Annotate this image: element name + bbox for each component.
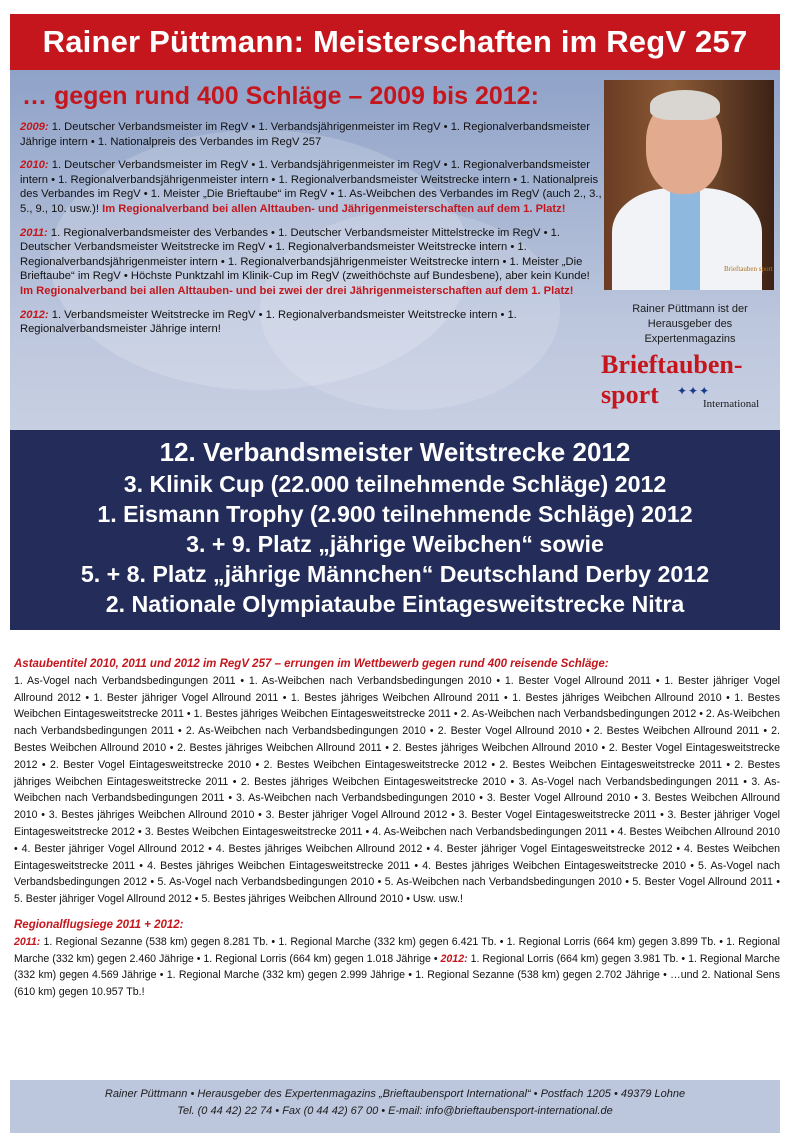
photo-shirt xyxy=(670,190,700,290)
achievements-banner xyxy=(10,430,780,630)
achievement-line: 3. + 9. Platz „jährige Weibchen“ sowie xyxy=(186,531,604,557)
paragraph-2012 xyxy=(20,308,604,337)
portrait-photo xyxy=(604,80,774,290)
year-label: 2011: xyxy=(20,226,48,239)
paragraph-text: 1. Deutscher Verbandsmeister im RegV • 1. Verbandsjährigenmeister im RegV • 1. Regionalverbandsmeister Jährige intern • 1. Nationalpreis des Verbandes im RegV 257 xyxy=(20,121,590,148)
achievement-line: 1. Eismann Trophy (2.900 teilnehmende Schläge) 2012 xyxy=(97,501,693,527)
year-label: 2012: xyxy=(20,308,49,321)
intro-text xyxy=(20,120,604,346)
achievement-line: 3. Klinik Cup (22.000 teilnehmende Schläge) 2012 xyxy=(123,471,667,497)
paragraph-2009 xyxy=(20,120,604,149)
paragraph-2010 xyxy=(20,158,604,216)
magazine-logo xyxy=(595,350,785,420)
logo-line: Brieftauben- xyxy=(601,350,743,379)
paragraph-text: 1. Regional Lorris (664 km) gegen 3.981 Tb. • 1. Regional Marche (332 km) gegen 4.569 Jährige • 1. Regional Marche (332 km) gegen 2.999 Jährige • 1. Regional Sezanne (538 km) gegen 2.702 Jährige • …und 2. National Sens (610 km) gegen 10.957 Tb.! xyxy=(14,952,781,999)
footer-line: Tel. (0 44 42) 22 74 • Fax (0 44 42) 67 00 • E-mail: info@brieftaubensport-international.de xyxy=(177,1105,613,1117)
photo-hair xyxy=(650,90,720,120)
caption-line: Herausgeber des xyxy=(647,318,733,330)
paragraph-text: 1. Regionalverbandsmeister des Verbandes • 1. Deutscher Verbandsmeister Mittelstrecke im RegV • 1. Deutscher Verbandsmeister Weitstrecke im RegV • 1. Regionalverbandsmeister Weitstrecke intern • 1. Regionalverbandsjährigenmeister intern • 1. Regionalverbandsjährigenmeister Weitstrecke intern • 1. Meister „Die Brieftaube“ im RegV • Höchste Punktzahl im Klinik-Cup im RegV (zweithöchste auf Bundesbene), aber kein Kunde! xyxy=(20,226,590,283)
regional-section xyxy=(14,917,780,934)
regional-text xyxy=(14,934,780,1001)
section-title: Regionalflugsiege 2011 + 2012: xyxy=(14,918,184,931)
subtitle: … gegen rund 400 Schläge – 2009 bis 2012: xyxy=(22,82,539,110)
logo-line: International xyxy=(703,398,760,410)
year-label: 2012: xyxy=(437,952,468,965)
astauben-section xyxy=(14,656,780,673)
page-title: Rainer Püttmann: Meisterschaften im RegV 257 xyxy=(10,14,780,70)
year-label: 2009: xyxy=(20,121,49,133)
photo-caption xyxy=(604,302,776,347)
paragraph-text: 1. Deutscher Verbandsmeister im RegV • 1. Verbandsjährigenmeister im RegV • 1. Regionalverbandsmeister intern • 1. Regionalverbandsjährigenmeister intern • 1. Regionalverbandsmeister Weitstrecke intern • 1. Nationalpreis des Verbandes im RegV • 1. Meister „Die Brieftaube“ im RegV • 1. As-Weibchen des Verbandes im RegV (auch 2., 3., 5., 9., 10. usw.)! xyxy=(20,159,602,215)
logo-line: sport xyxy=(601,380,659,409)
footer-line: Rainer Püttmann • Herausgeber des Expertenmagazins „Brieftaubensport International“ • Postfach 1205 • 49379 Lohne xyxy=(104,1088,686,1100)
year-label: 2011: xyxy=(14,935,41,948)
astauben-text: 1. As-Vogel nach Verbandsbedingungen 2011 • 1. As-Weibchen nach Verbandsbedingungen 2010 • 1. Bester Vogel Allround 2011 • 1. Bester jähriger Vogel Allround 2012 • 1. Bester jähriger Vogel Allround 2011 • 1. Bestes jähriges Weibchen Allround 2011 • 1. Bestes jähriges Weibchen Allround 2010 • 1. Bestes Weibchen Eintagesweitstrecke 2011 • 1. Bestes jähriges Weibchen Eintagesweitstrecke 2011 • 2. As-Weibchen nach Verbandsbedingungen 2012 • 2. As-Weibchen nach Verbandsbedingungen 2011 • 2. As-Weibchen nach Verbandsbedingungen 2010 • 2. Bester Vogel Allround 2010 • 2. Bestes Weibchen Allround 2011 • 2. Bestes Weibchen Allround 2010 • 2. Bestes jähriges Weibchen Allround 2011 • 2. Bestes jähriges Weibchen Allround 2010 • 2. Bester Vogel Eintagesweitstrecke 2012 • 2. Bester Vogel Eintagesweitstrecke 2010 • 2. Bestes Weibchen Eintagesweitstrecke 2012 • 2. Bestes Weibchen Eintagesweitstrecke 2011 • 2. Bestes jähriges Weibchen Eintagesweitstrecke 2011 • 2. Bestes jähriges Weibchen Eintagesweitstrecke 2010 • 3. As-Vogel nach Verbandsbedingungen 2011 • 3. As-Weibchen nach Verbandsbedingungen 2011 • 3. As-Weibchen nach Verbandsbedingungen 2010 • 3. Bester Vogel Allround 2010 • 3. Bestes Weibchen Allround 2010 • 3. Bestes jähriges Weibchen Allround 2010 • 3. Bester jähriger Vogel Allround 2012 • 3. Bester Vogel Eintagesweitstrecke 2011 • 3. Bester jähriger Vogel Eintagesweitstrecke 2012 • 3. Bestes Weibchen Eintagesweitstrecke 2011 • 4. As-Weibchen nach Verbandsbedingungen 2011 • 4. Bestes Weibchen Allround 2010 • 4. Bester jähriger Vogel Allround 2012 • 4. Bestes jähriges Weibchen Allround 2012 • 4. Bester jähriger Vogel Eintagesweitstrecke 2012 • 4. Bestes Weibchen Eintagesweitstrecke 2011 • 4. Bestes jähriges Weibchen Eintagesweitstrecke 2011 • 4. Bestes jähriges Weibchen Eintagesweitstrecke 2010 • 5. As-Vogel nach Verbandsbedingungen 2012 • 5. As-Vogel nach Verbandsbedingungen 2010 • 5. As-Weibchen nach Verbandsbedingungen 2010 • 5. Bester Vogel Allround 2011 • 5. Bester jähriger Vogel Allround 2012 • 5. Bestes jähriges Weibchen Allround 2010 • Usw. usw.! xyxy=(14,674,780,906)
highlight-text: Im Regionalverband bei allen Alttauben- und bei zwei der drei Jährigenmeisterschaften auf dem 1. Platz! xyxy=(20,284,574,297)
caption-line: Expertenmagazins xyxy=(644,333,736,345)
section-title: Astaubentitel 2010, 2011 und 2012 im RegV 257 – errungen im Wettbewerb gegen rund 400 reisende Schläge: xyxy=(14,658,609,670)
highlight-text: Im Regionalverband bei allen Alttauben- und Jährigenmeisterschaften auf dem 1. Platz! xyxy=(98,202,566,215)
caption-line: Rainer Püttmann ist der xyxy=(632,303,748,315)
achievement-line: 12. Verbandsmeister Weitstrecke 2012 xyxy=(159,437,631,467)
achievement-line: 2. Nationale Olympiataube Eintagesweitstrecke Nitra xyxy=(105,591,685,617)
footer xyxy=(10,1080,780,1133)
body-text xyxy=(14,656,780,1001)
paragraph-text: 1. Regional Sezanne (538 km) gegen 8.281 Tb. • 1. Regional Marche (332 km) gegen 6.421 Tb. • 1. Regional Lorris (664 km) gegen 3.899 Tb. • 1. Regional Marche (332 km) gegen 2.460 Jährige • 1. Regional Lorris (664 km) gegen 1.018 Jährige • xyxy=(14,935,780,965)
paragraph-text: 1. Verbandsmeister Weitstrecke im RegV • 1. Regionalverbandsmeister Weitstrecke intern • 1. Regionalverbandsmeister Jährige intern! xyxy=(20,308,517,336)
achievement-line: 5. + 8. Platz „jährige Männchen“ Deutschland Derby 2012 xyxy=(80,561,710,587)
photo-tag: Brieftauben sport xyxy=(724,265,773,273)
pigeon-icon: ✦✦✦ xyxy=(677,384,711,398)
year-label: 2010: xyxy=(20,159,49,172)
paragraph-2011 xyxy=(20,226,604,299)
